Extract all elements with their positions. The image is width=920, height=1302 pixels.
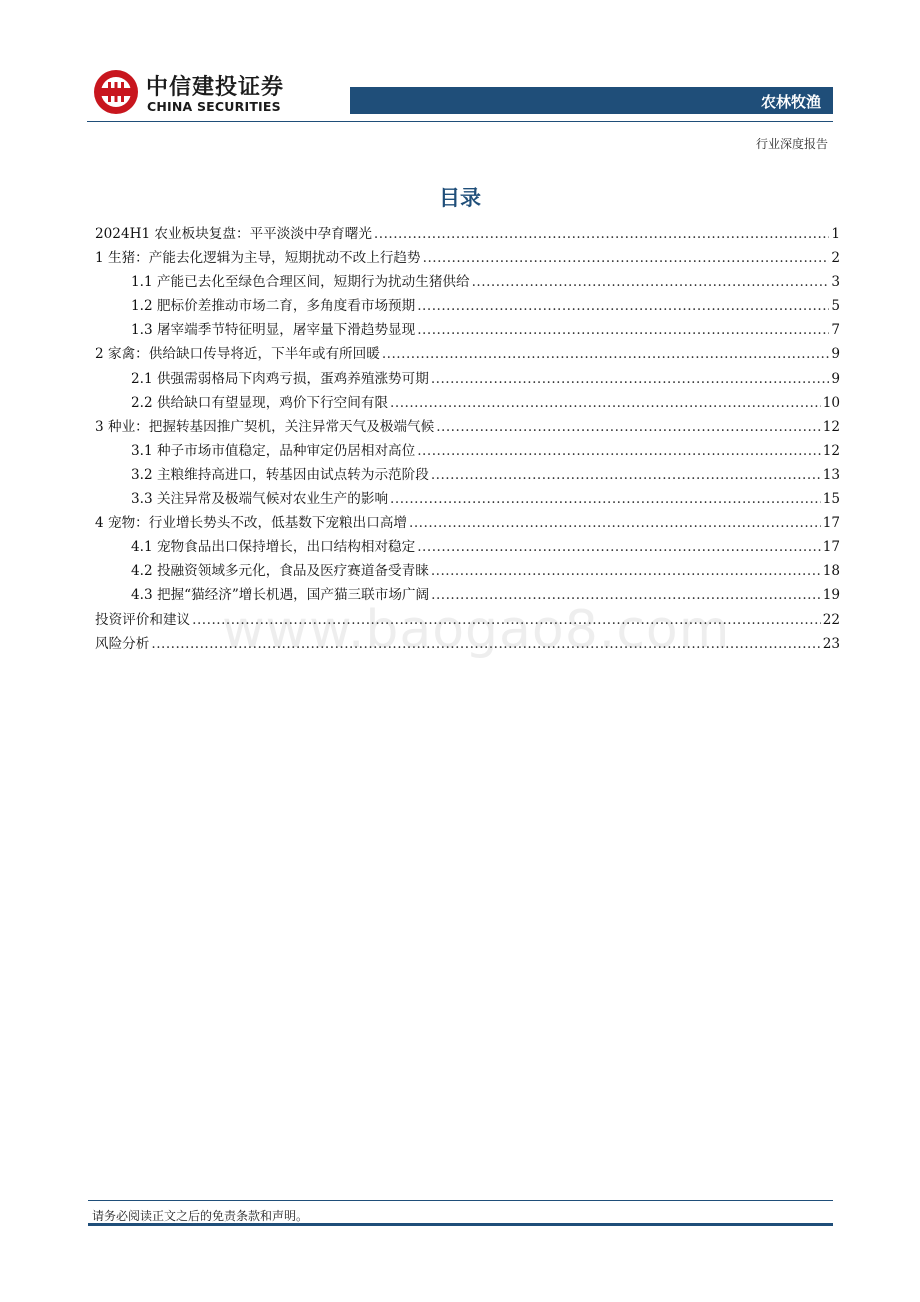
toc-entry[interactable] [95, 222, 840, 246]
company-logo [92, 68, 302, 118]
toc-entry-title: 3.1 种子市场市值稳定，品种审定仍居相对高位 [131, 442, 416, 459]
toc-entry-page: 13 [822, 466, 840, 483]
toc-leader-dots [382, 346, 830, 362]
toc-entry[interactable] [95, 487, 840, 511]
toc-entry-page: 15 [822, 491, 840, 508]
toc-entry[interactable] [95, 367, 840, 391]
toc-entry-page: 3 [831, 274, 840, 291]
toc-entry-title: 4.1 宠物食品出口保持增长，出口结构相对稳定 [131, 539, 416, 556]
toc-entry-title: 2.1 供强需弱格局下肉鸡亏损，蛋鸡养殖涨势可期 [131, 370, 429, 387]
toc-leader-dots [431, 467, 821, 483]
toc-leader-dots [431, 563, 821, 579]
toc-entry-title: 2024H1 农业板块复盘：平平淡淡中孕育曙光 [95, 226, 372, 242]
toc-entry-page: 2 [831, 250, 840, 267]
toc-leader-dots [409, 515, 821, 531]
header-divider [87, 121, 833, 122]
toc-entry-page: 17 [822, 539, 840, 556]
toc-entry-title: 2.2 供给缺口有望显现，鸡价下行空间有限 [131, 394, 389, 411]
footer-disclaimer: 请务必阅读正文之后的免责条款和声明。 [92, 1209, 309, 1223]
toc-leader-dots [436, 419, 820, 435]
toc-entry-page: 12 [822, 442, 840, 459]
toc-entry[interactable] [95, 318, 840, 342]
toc-entry[interactable] [95, 511, 840, 535]
toc-leader-dots [423, 250, 830, 266]
toc-entry-page: 19 [822, 587, 840, 604]
report-type-label: 行业深度报告 [755, 137, 828, 151]
toc-entry[interactable] [95, 559, 840, 583]
toc-entry[interactable] [95, 342, 840, 366]
toc-entry-title: 4.3 把握“猫经济”增长机遇，国产猫三联市场广阔 [131, 587, 430, 604]
toc-entry-title: 3 种业：把握转基因推广契机，关注异常天气及极端气候 [95, 418, 435, 435]
toc-entry-title: 3.3 关注异常及极端气候对农业生产的影响 [131, 491, 389, 508]
toc-entry-page: 5 [831, 298, 840, 315]
toc-entry-title: 1.3 屠宰端季节特征明显，屠宰量下滑趋势显现 [131, 322, 416, 339]
toc-entry[interactable] [95, 246, 840, 270]
toc-entry-page: 23 [822, 635, 840, 652]
logo-chinese-name: 中信建投证券 [146, 75, 285, 100]
toc-leader-dots [472, 274, 830, 290]
footer-divider-bottom [88, 1223, 833, 1226]
toc-title: 目录 [439, 186, 481, 210]
sector-banner [350, 87, 833, 114]
toc-entry-title: 1.1 产能已去化至绿色合理区间，短期行为扰动生猪供给 [131, 274, 470, 291]
toc-entry-title: 风险分析 [95, 635, 150, 652]
toc-entry-page: 12 [822, 418, 840, 435]
toc-entry[interactable] [95, 270, 840, 294]
logo-english-name: CHINA SECURITIES [147, 99, 281, 114]
toc-entry-title: 4 宠物：行业增长势头不改，低基数下宠粮出口高增 [95, 515, 408, 532]
toc-entry-title: 1 生猪：产能去化逻辑为主导，短期扰动不改上行趋势 [95, 250, 421, 267]
toc-leader-dots [417, 443, 820, 459]
toc-entry-page: 10 [822, 394, 840, 411]
toc-leader-dots [417, 539, 820, 555]
toc-entry-page: 17 [822, 515, 840, 532]
toc-leader-dots [417, 322, 829, 338]
toc-entry-title: 4.2 投融资领域多元化，食品及医疗赛道备受青睐 [131, 563, 429, 580]
toc-entry[interactable] [95, 535, 840, 559]
toc-entry-title: 1.2 肥标价差推动市场二育，多角度看市场预期 [131, 298, 416, 315]
toc-leader-dots [390, 491, 821, 507]
toc-entry[interactable] [95, 391, 840, 415]
toc-leader-dots [374, 226, 829, 242]
toc-entry[interactable] [95, 415, 840, 439]
toc-entry-title: 投资评价和建议 [95, 611, 191, 628]
toc-entry-page: 22 [822, 611, 840, 628]
toc-entry-page: 1 [831, 226, 840, 242]
toc-entry-title: 3.2 主粮维持高进口，转基因由试点转为示范阶段 [131, 466, 429, 483]
toc-entry-title: 2 家禽：供给缺口传导将近，下半年或有所回暖 [95, 346, 380, 363]
table-of-contents [95, 222, 840, 656]
toc-entry-page: 7 [831, 322, 840, 339]
watermark: www.baogao8.com [222, 600, 731, 660]
footer-divider-top [88, 1200, 833, 1201]
toc-entry-page: 9 [831, 370, 840, 387]
toc-entry-page: 18 [822, 563, 840, 580]
toc-entry[interactable] [95, 439, 840, 463]
china-securities-logo-icon [92, 68, 140, 116]
toc-entry-page: 9 [831, 346, 840, 363]
sector-label: 农林牧渔 [760, 93, 821, 111]
toc-entry[interactable] [95, 294, 840, 318]
toc-leader-dots [431, 371, 830, 387]
toc-leader-dots [417, 298, 829, 314]
toc-leader-dots [390, 395, 821, 411]
toc-entry[interactable] [95, 463, 840, 487]
